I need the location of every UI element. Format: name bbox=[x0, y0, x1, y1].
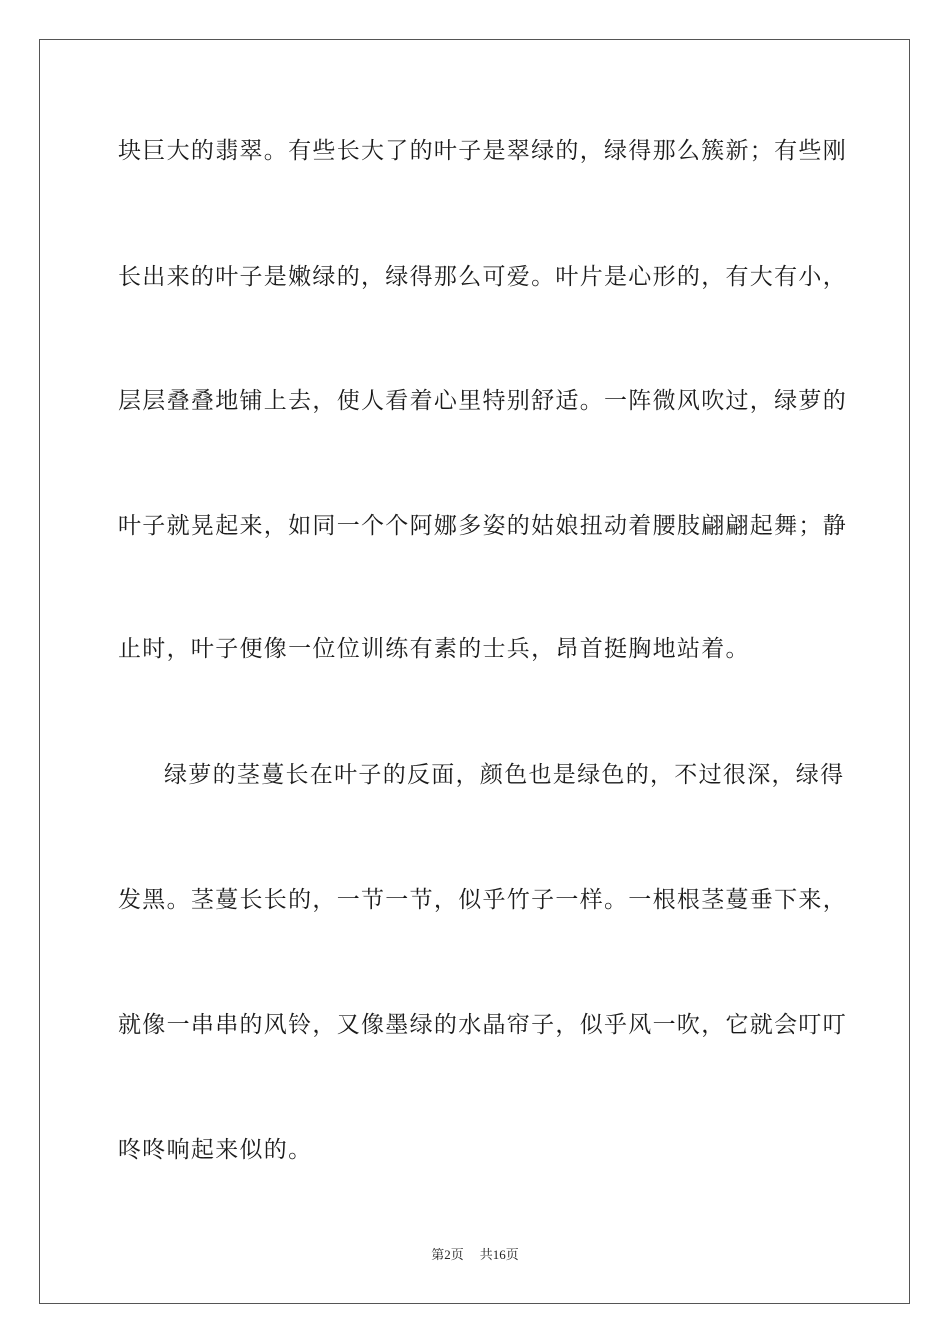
text-line-7: 发黑。茎蔓长长的，一节一节，似乎竹子一样。一根根茎蔓垂下来， bbox=[118, 887, 847, 913]
text-line-4: 叶子就晃起来，如同一个个阿娜多姿的姑娘扭动着腰肢翩翩起舞；静 bbox=[118, 513, 847, 539]
page-border bbox=[39, 39, 910, 1304]
text-line-5: 止时，叶子便像一位位训练有素的士兵，昂首挺胸地站着。 bbox=[118, 636, 750, 662]
page-total: 共16页 bbox=[479, 1247, 519, 1262]
page-number: 第2页 bbox=[431, 1247, 464, 1262]
text-line-6: 绿萝的茎蔓长在叶子的反面，颜色也是绿色的，不过很深，绿得 bbox=[164, 762, 845, 788]
text-line-3: 层层叠叠地铺上去，使人看着心里特别舒适。一阵微风吹过，绿萝的 bbox=[118, 388, 847, 414]
text-line-2: 长出来的叶子是嫩绿的，绿得那么可爱。叶片是心形的，有大有小， bbox=[118, 264, 847, 290]
text-line-8: 就像一串串的风铃，又像墨绿的水晶帘子，似乎风一吹，它就会叮叮 bbox=[118, 1012, 847, 1038]
text-line-9: 咚咚响起来似的。 bbox=[118, 1137, 313, 1163]
text-line-1: 块巨大的翡翠。有些长大了的叶子是翠绿的，绿得那么簇新；有些刚 bbox=[118, 138, 847, 164]
page-footer bbox=[0, 1246, 950, 1264]
